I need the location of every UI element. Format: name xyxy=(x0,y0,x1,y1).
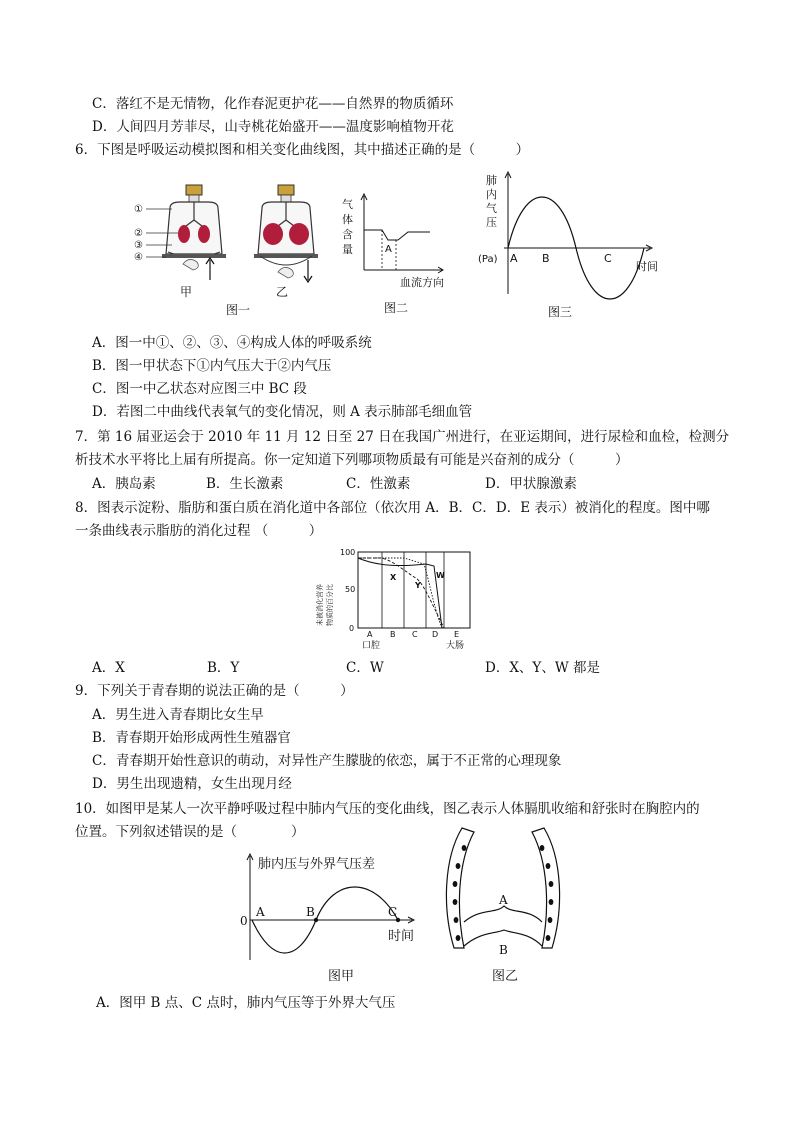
svg-text:未被消化营养: 未被消化营养 xyxy=(316,584,324,626)
figure-10-yi xyxy=(440,818,570,988)
label-jia: 甲 xyxy=(180,285,193,299)
svg-text:含: 含 xyxy=(342,228,353,241)
segment-b: B xyxy=(390,630,396,639)
figure-1-caption: 图一 xyxy=(226,303,251,317)
q7-option-a: A．胰岛素 xyxy=(92,476,156,492)
q9-option-c: C．青春期开始性意识的萌动，对异性产生朦胧的依恋，属于不正常的心理现象 xyxy=(92,753,562,769)
figure-10-yi-caption: 图乙 xyxy=(492,969,519,984)
segment-d: D xyxy=(432,630,439,639)
region-a-label: A xyxy=(385,244,392,255)
bell-jar-jia xyxy=(162,185,226,280)
q8-option-b: B．Y xyxy=(207,660,240,676)
svg-text:肺: 肺 xyxy=(486,174,497,187)
figure-3 xyxy=(474,170,674,322)
figure-1 xyxy=(128,180,338,320)
diaphragm-b-label: B xyxy=(499,943,508,957)
q7-option-d: D．甲状腺激素 xyxy=(485,476,577,492)
segment-a: A xyxy=(367,630,373,639)
q7-option-b: B．生长激素 xyxy=(206,476,284,492)
bell-jar-yi xyxy=(254,185,318,282)
curve-y: Y xyxy=(415,581,421,590)
point-c-10: C xyxy=(388,905,398,919)
ytick-0: 0 xyxy=(349,624,355,633)
svg-text:物质的百分比: 物质的百分比 xyxy=(326,584,334,626)
marker-1: ① xyxy=(134,204,143,215)
origin-label: (Pa) xyxy=(478,254,498,265)
question-10-line-1: 10．如图甲是某人一次平静呼吸过程中肺内气压的变化曲线，图乙表示人体膈肌收缩和舒张时在胸腔内的 xyxy=(75,801,700,817)
segment-e: E xyxy=(454,630,460,639)
curve-w: W xyxy=(436,571,445,580)
zero-label: 0 xyxy=(240,914,248,928)
figure-3-xlabel: 时间 xyxy=(636,260,658,273)
figure-2-ylabel xyxy=(342,197,353,256)
q9-option-d: D．男生出现遗精，女生出现月经 xyxy=(92,776,292,792)
svg-text:体: 体 xyxy=(342,213,353,226)
ytick-100: 100 xyxy=(340,548,356,557)
q9-option-b: B．青春期开始形成两性生殖器官 xyxy=(92,730,291,746)
question-7-line-2: 析技术水平将比上届有所提高。你一定知道下列哪项物质最有可能是兴奋剂的成分（ ） xyxy=(75,452,629,468)
q8-option-c: C．W xyxy=(346,660,384,676)
question-7-line-1: 7．第 16 届亚运会于 2010 年 11 月 12 日至 27 日在我国广州进行，在亚运期间，进行尿检和血检，检测分 xyxy=(75,429,730,445)
ytick-50: 50 xyxy=(345,585,356,594)
svg-text:量: 量 xyxy=(342,243,353,256)
q6-option-b: B．图一甲状态下①内气压大于②内气压 xyxy=(92,358,332,374)
figure-2-xlabel: 血流方向 xyxy=(400,276,444,289)
digestion-ylabel xyxy=(315,584,334,626)
figure-2 xyxy=(338,190,450,320)
q6-option-a: A．图一中①、②、③、④构成人体的呼吸系统 xyxy=(92,335,372,351)
figure-3-ylabel xyxy=(486,173,497,229)
q8-option-a: A．X xyxy=(92,660,125,676)
point-b: B xyxy=(542,252,550,265)
question-6: 6．下图是呼吸运动模拟图和相关变化曲线图，其中描述正确的是（ ） xyxy=(75,142,530,158)
option-c-prev: C．落红不是无情物，化作春泥更护花——自然界的物质循环 xyxy=(92,96,454,112)
question-8-line-1: 8．图表示淀粉、脂肪和蛋白质在消化道中各部位（依次用 A．B．C．D．E 表示）被消化的程度。图中哪 xyxy=(75,500,710,516)
svg-text:压: 压 xyxy=(486,216,497,229)
figure-2-caption: 图二 xyxy=(384,301,409,315)
marker-2: ② xyxy=(134,228,143,239)
q8-option-d: D．X、Y、W 都是 xyxy=(485,660,601,676)
q6-option-d: D．若图二中曲线代表氧气的变化情况，则 A 表示肺部毛细血管 xyxy=(92,404,473,420)
svg-text:气: 气 xyxy=(486,202,497,215)
figure-10-jia-xlabel: 时间 xyxy=(388,929,415,944)
option-d-prev: D．人间四月芳菲尽，山寺桃花始盛开——温度影响植物开花 xyxy=(92,119,454,135)
q6-option-c: C．图一中乙状态对应图三中 BC 段 xyxy=(92,381,307,397)
marker-4: ④ xyxy=(134,252,143,263)
question-10-line-2: 位置。下列叙述错误的是（ ） xyxy=(75,824,305,840)
q10-option-a: A．图甲 B 点、C 点时，肺内气压等于外界大气压 xyxy=(96,995,396,1011)
point-b-10: B xyxy=(306,905,315,919)
question-8-line-2: 一条曲线表示脂肪的消化过程 （ ） xyxy=(75,523,323,539)
marker-3: ③ xyxy=(134,240,143,251)
svg-text:气: 气 xyxy=(342,198,353,211)
question-9: 9．下列关于青春期的说法正确的是（ ） xyxy=(75,683,354,699)
label-large-intestine: 大肠 xyxy=(446,641,465,651)
label-yi: 乙 xyxy=(276,285,289,299)
figure-10-jia-caption: 图甲 xyxy=(328,969,355,984)
thorax-drawing xyxy=(446,828,559,948)
segment-c: C xyxy=(412,630,418,639)
point-c: C xyxy=(604,252,612,265)
figure-10-jia-title: 肺内压与外界气压差 xyxy=(258,857,376,872)
point-a-10: A xyxy=(256,905,265,919)
curve-x: X xyxy=(390,573,397,582)
diaphragm-a-label: A xyxy=(499,893,508,907)
figure-3-caption: 图三 xyxy=(548,305,573,319)
label-mouth: 口腔 xyxy=(362,641,381,651)
digestion-chart xyxy=(312,544,487,652)
svg-text:内: 内 xyxy=(486,188,497,201)
q9-option-a: A．男生进入青春期比女生早 xyxy=(92,707,264,723)
q7-option-c: C．性激素 xyxy=(346,476,411,492)
point-a: A xyxy=(510,252,518,265)
figure-10-jia xyxy=(232,848,432,988)
